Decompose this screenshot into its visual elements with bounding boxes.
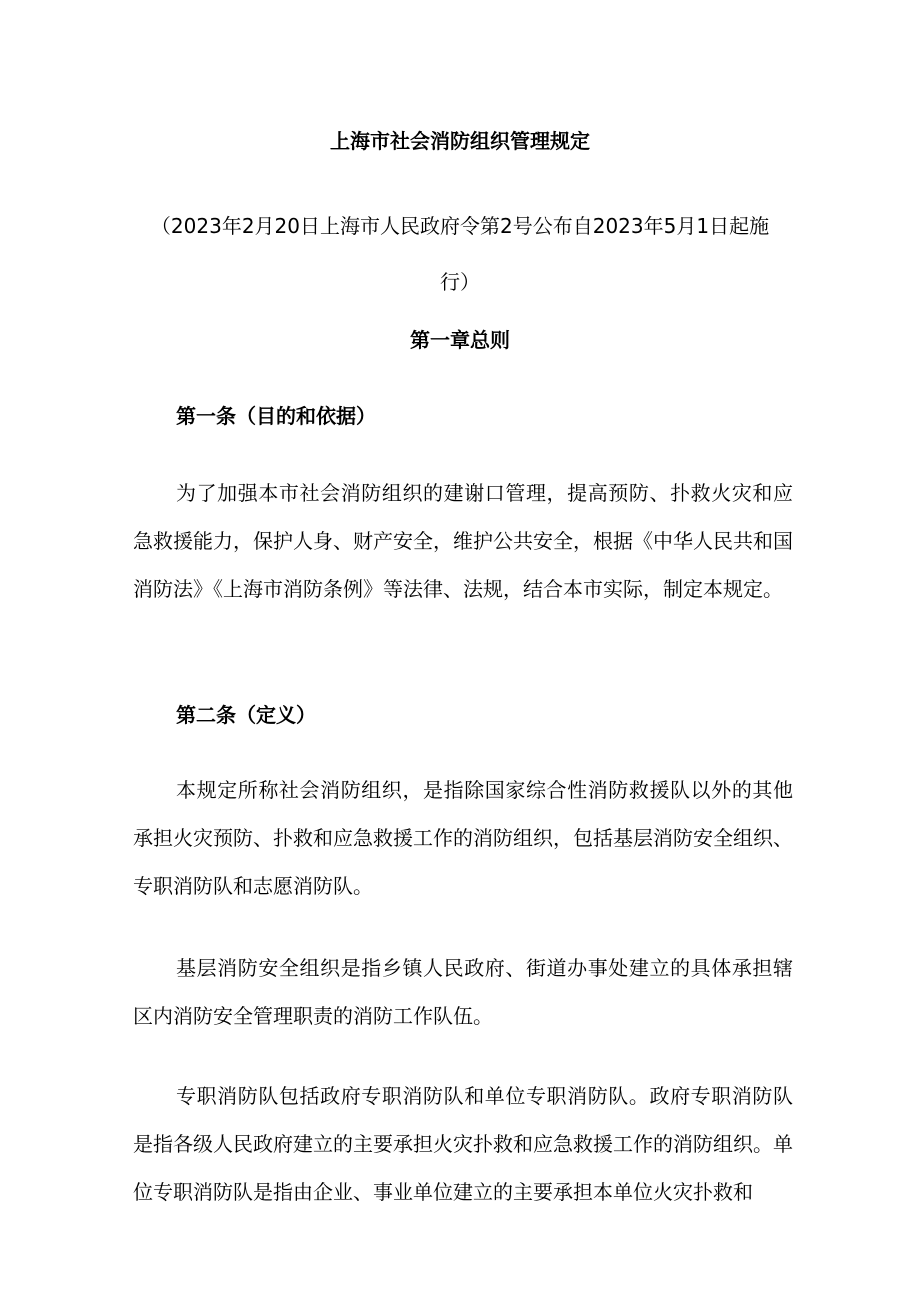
document-title: 上海市社会消防组织管理规定 [330,129,590,153]
article-2-heading: 第二条（定义） [176,703,316,727]
chapter-heading: 第一章总则 [410,328,510,352]
article-1-heading: 第一条（目的和依据） [176,404,376,428]
article-2-paragraph-2: 基层消防安全组织是指乡镇人民政府、街道办事处建立的具体承担辖区内消防安全管理职责的消防工作队伍。 [133,956,793,1028]
article-1-paragraph-1: 为了加强本市社会消防组织的建谢口管理，提高预防、扑救火灾和应急救援能力，保护人身、财产安全，维护公共安全，根据《中华人民共和国消防法》《上海市消防条例》等法律、法规，结合本市实际，制定本规定。 [133,481,793,601]
article-2-paragraph-1: 本规定所称社会消防组织，是指除国家综合性消防救援队以外的其他承担火灾预防、扑救和应急救援工作的消防组织，包括基层消防安全组织、专职消防队和志愿消防队。 [133,778,793,898]
document-subtitle: （2023年2月20日上海市人民政府令第2号公布自2023年5月1日起施行） [150,214,770,294]
article-2-paragraph-3: 专职消防队包括政府专职消防队和单位专职消防队。政府专职消防队是指各级人民政府建立的主要承担火灾扑救和应急救援工作的消防组织。单位专职消防队是指由企业、事业单位建立的主要承担本单位火灾扑救和 [133,1084,793,1204]
